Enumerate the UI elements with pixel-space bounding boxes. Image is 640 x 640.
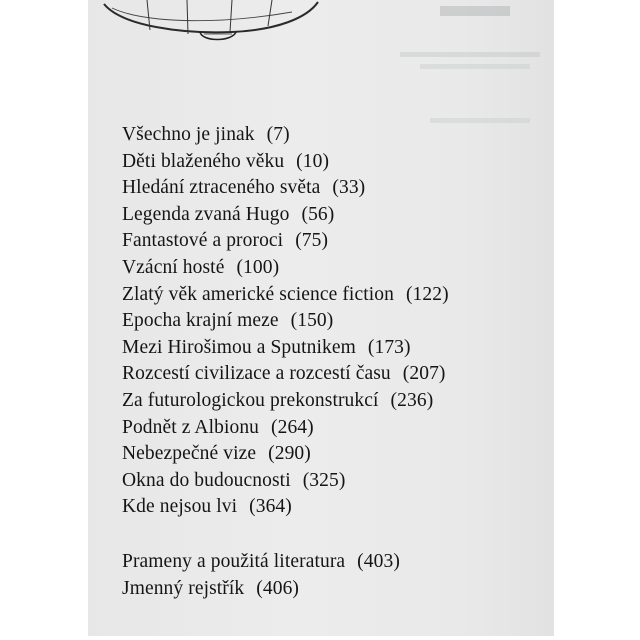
section-gap <box>122 521 542 549</box>
airship-illustration <box>92 0 322 42</box>
toc-entry: Děti blaženého věku (10) <box>122 150 330 172</box>
toc-entry: Podnět z Albionu (264) <box>122 416 314 438</box>
toc-entry: Epocha krajní meze (150) <box>122 310 334 332</box>
toc-entry: Vzácní hosté (100) <box>122 256 280 278</box>
toc-appendix-entry: Jmenný rejstřík (406) <box>122 577 300 599</box>
toc-entry: Za futurologickou prekonstrukcí (236) <box>122 389 434 411</box>
table-of-contents <box>122 122 542 602</box>
toc-entry: Hledání ztraceného světa (33) <box>122 177 366 199</box>
toc-entry: Legenda zvaná Hugo (56) <box>122 203 335 225</box>
toc-entry: Rozcestí civilizace a rozcestí času (207) <box>122 363 446 385</box>
toc-entry: Okna do budoucnosti (325) <box>122 469 346 491</box>
toc-entry: Kde nejsou lvi (364) <box>122 496 292 518</box>
toc-entry: Zlatý věk americké science fiction (122) <box>122 283 449 305</box>
toc-entry: Všechno je jinak (7) <box>122 124 290 145</box>
toc-entry: Mezi Hirošimou a Sputnikem (173) <box>122 336 411 358</box>
left-margin <box>0 0 88 640</box>
toc-entry: Fantastové a proroci (75) <box>122 230 329 252</box>
toc-entry: Nebezpečné vize (290) <box>122 443 311 465</box>
toc-appendix-entry: Prameny a použitá literatura (403) <box>122 550 400 572</box>
